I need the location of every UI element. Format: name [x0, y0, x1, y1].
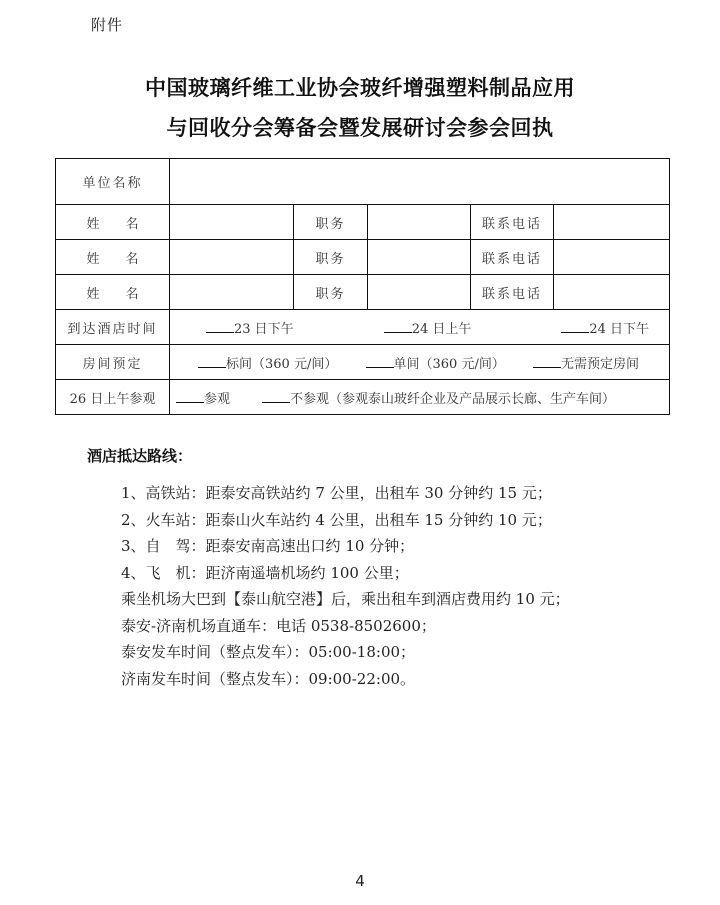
phone-field[interactable]: [554, 240, 670, 275]
unit-label: 单位名称: [56, 159, 170, 205]
arrival-option-23-pm[interactable]: 23 日下午: [206, 318, 294, 337]
person-row: [56, 205, 670, 240]
fill-blank[interactable]: [366, 355, 394, 368]
name-label: 姓 名: [56, 240, 170, 275]
fill-blank[interactable]: [176, 390, 204, 403]
position-field[interactable]: [368, 240, 471, 275]
visit-label: 26 日上午参观: [56, 380, 170, 415]
fill-blank[interactable]: [384, 320, 412, 333]
room-options: [170, 353, 669, 372]
phone-label: 联系电话: [471, 240, 554, 275]
attachment-label: 附件: [91, 16, 124, 34]
name-field[interactable]: [170, 275, 294, 310]
room-row: [56, 345, 670, 380]
fill-blank[interactable]: [561, 320, 589, 333]
room-option-single[interactable]: 单间（360 元/间）: [366, 353, 505, 372]
route-line-high-speed-rail: 1、高铁站：距泰安高铁站约 7 公里，出租车 30 分钟约 15 元；: [121, 484, 552, 502]
room-option-none[interactable]: 无需预定房间: [533, 353, 639, 372]
fill-blank[interactable]: [198, 355, 226, 368]
name-label: 姓 名: [56, 205, 170, 240]
position-label: 职务: [294, 275, 368, 310]
name-field[interactable]: [170, 205, 294, 240]
name-label: 姓 名: [56, 275, 170, 310]
visit-option-yes[interactable]: 参观: [176, 388, 230, 407]
position-field[interactable]: [368, 275, 471, 310]
routes-heading: 酒店抵达路线：: [87, 447, 193, 465]
arrival-option-24-am[interactable]: 24 日上午: [384, 318, 472, 337]
unit-name-field[interactable]: [170, 159, 670, 205]
phone-label: 联系电话: [471, 275, 554, 310]
phone-field[interactable]: [554, 275, 670, 310]
fill-blank[interactable]: [262, 390, 290, 403]
route-line-train-station: 2、火车站：距泰山火车站约 4 公里，出租车 15 分钟约 10 元；: [121, 510, 552, 529]
position-label: 职务: [294, 205, 368, 240]
phone-label: 联系电话: [471, 205, 554, 240]
position-label: 职务: [294, 240, 368, 275]
route-line-airport-bus: 乘坐机场大巴到【泰山航空港】后，乘出租车到酒店费用约 10 元；: [121, 590, 570, 608]
route-line-airplane: 4、飞 机：距济南遥墙机场约 100 公里；: [121, 563, 409, 582]
route-line-shuttle-phone: 泰安-济南机场直通车：电话 0538-8502600；: [121, 616, 436, 635]
route-line-self-drive: 3、自 驾：距泰安南高速出口约 10 分钟；: [121, 537, 415, 555]
registration-form-table: [55, 158, 670, 415]
route-line-jinan-departure: 济南发车时间（整点发车）：09:00-22:00。: [121, 669, 416, 688]
person-row: [56, 275, 670, 310]
visit-options: [170, 388, 669, 407]
visit-option-no[interactable]: 不参观（参观泰山玻纤企业及产品展示长廊、生产车间）: [262, 388, 615, 407]
document-title-line2: 与回收分会筹备会暨发展研讨会参会回执: [166, 115, 554, 140]
person-row: [56, 240, 670, 275]
arrival-label: 到达酒店时间: [56, 310, 170, 345]
name-field[interactable]: [170, 240, 294, 275]
position-field[interactable]: [368, 205, 471, 240]
route-line-taian-departure: 泰安发车时间（整点发车）：05:00-18:00；: [121, 643, 416, 661]
page-number: 4: [355, 872, 365, 890]
arrival-options: [170, 318, 669, 337]
arrival-row: [56, 310, 670, 345]
arrival-option-24-pm[interactable]: 24 日下午: [561, 318, 649, 337]
room-option-standard[interactable]: 标间（360 元/间）: [198, 353, 337, 372]
phone-field[interactable]: [554, 205, 670, 240]
unit-row: [56, 159, 670, 205]
fill-blank[interactable]: [206, 320, 234, 333]
fill-blank[interactable]: [533, 355, 561, 368]
room-label: 房间预定: [56, 345, 170, 380]
visit-row: [56, 380, 670, 415]
routes-list: [121, 480, 570, 692]
document-title-line1: 中国玻璃纤维工业协会玻纤增强塑料制品应用: [145, 75, 575, 100]
